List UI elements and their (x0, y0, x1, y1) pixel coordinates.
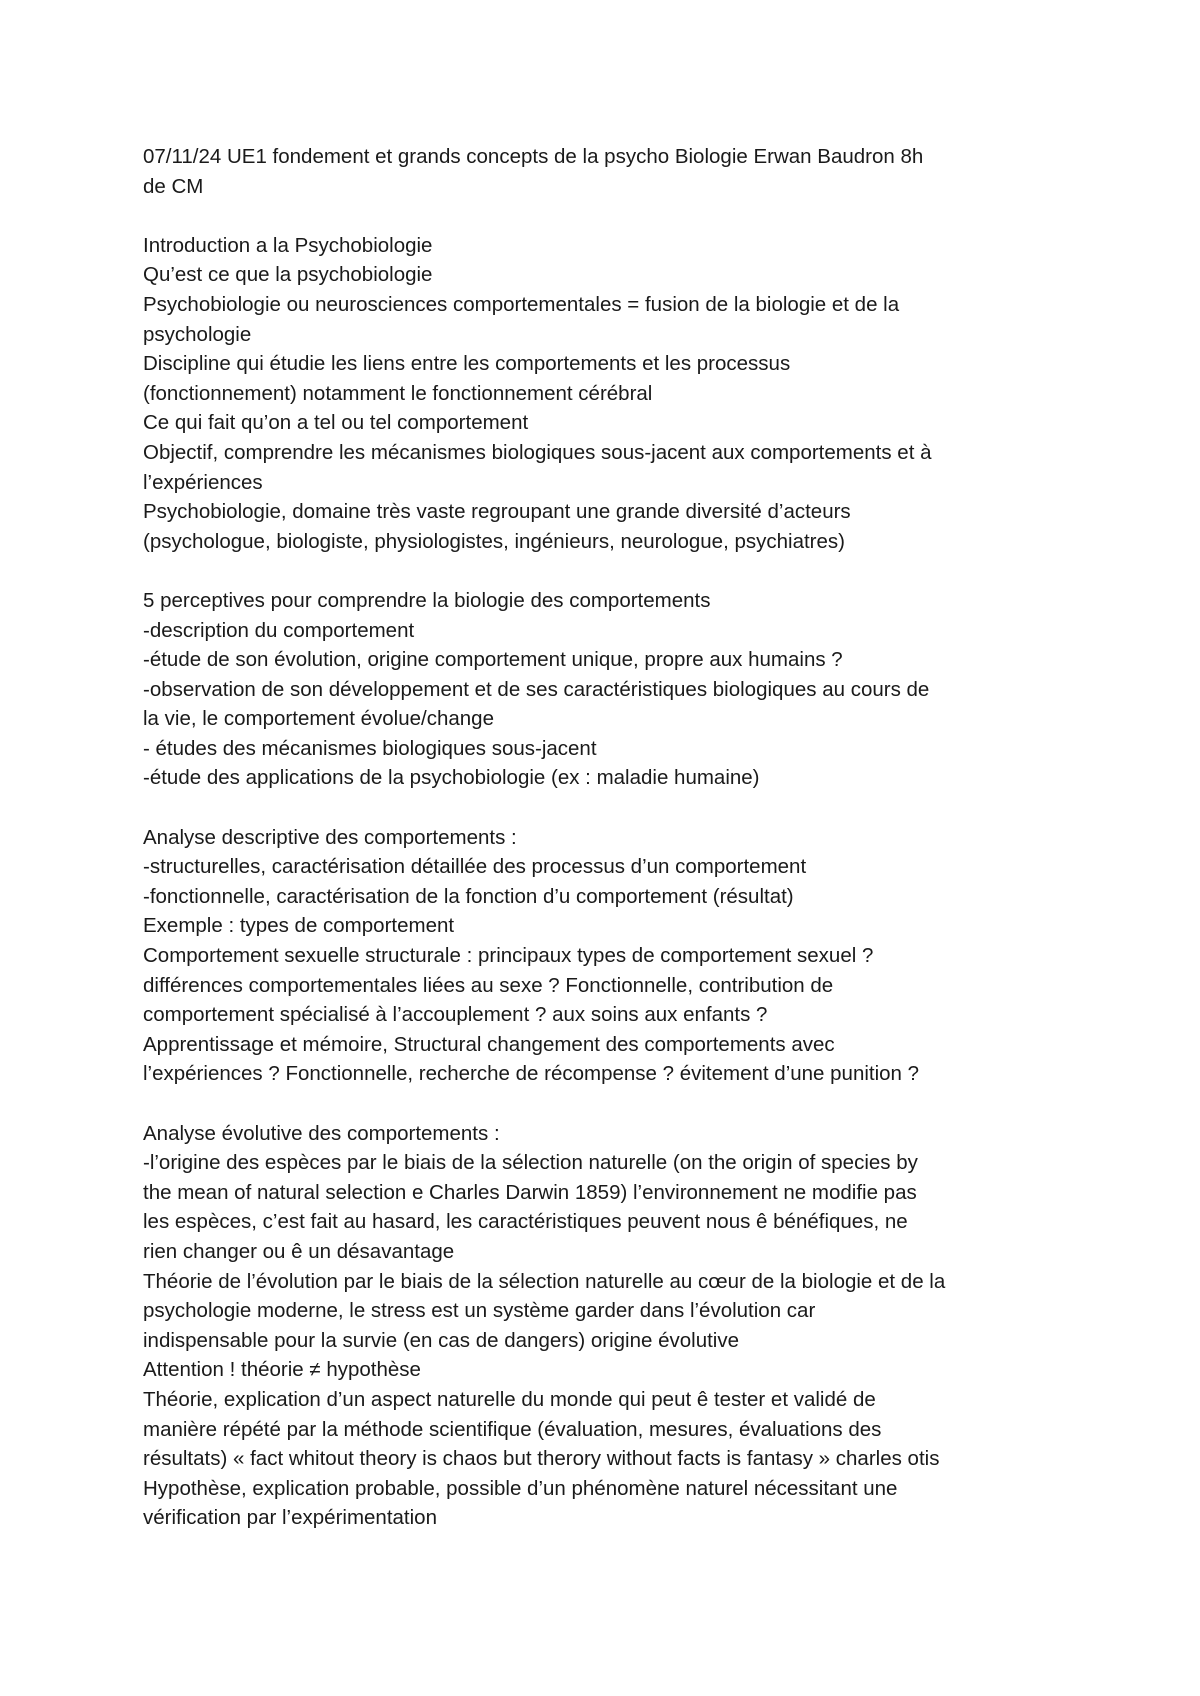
text-line: Théorie de l’évolution par le biais de la sélection naturelle au cœur de la biologie et de la (143, 1269, 946, 1293)
text-line: différences comportementales liées au sexe ? Fonctionnelle, contribution de (143, 973, 834, 997)
evolutive-section (143, 1119, 1078, 1533)
text-line: Objectif, comprendre les mécanismes biologiques sous-jacent aux comportements et à (143, 440, 932, 464)
descriptive-section (143, 823, 1078, 1089)
text-line: manière répété par la méthode scientifique (évaluation, mesures, évaluations des (143, 1417, 882, 1441)
text-line: -l’origine des espèces par le biais de la sélection naturelle (on the origin of species by (143, 1151, 918, 1175)
text-line: Comportement sexuelle structurale : principaux types de comportement sexuel ? (143, 944, 874, 968)
text-line: vérification par l’expérimentation (143, 1506, 437, 1530)
text-line: rien changer ou ê un désavantage (143, 1239, 455, 1263)
header-line: 07/11/24 UE1 fondement et grands concepts de la psycho Biologie Erwan Baudron 8h (143, 145, 924, 168)
text-line: l’expériences (143, 470, 263, 494)
list-item: -description du comportement (143, 618, 415, 642)
list-item: -étude des applications de la psychobiologie (ex : maladie humaine) (143, 766, 760, 790)
list-item: -étude de son évolution, origine comportement unique, propre aux humains ? (143, 648, 843, 672)
text-line: Exemple : types de comportement (143, 914, 455, 938)
text-line: (fonctionnement) notamment le fonctionnement cérébral (143, 381, 653, 405)
text-line: Hypothèse, explication probable, possible d’un phénomène naturel nécessitant une (143, 1476, 898, 1500)
list-item: la vie, le comportement évolue/change (143, 707, 494, 731)
text-line: -structurelles, caractérisation détaillée des processus d’un comportement (143, 855, 807, 879)
text-line: psychologie moderne, le stress est un système garder dans l’évolution car (143, 1299, 816, 1323)
paragraph-gap (143, 201, 1078, 231)
text-line: Psychobiologie, domaine très vaste regroupant une grande diversité d’acteurs (143, 500, 851, 524)
paragraph-gap (143, 556, 1078, 586)
text-line: les espèces, c’est fait au hasard, les caractéristiques peuvent nous ê bénéfiques, ne (143, 1210, 908, 1234)
text-line: (psychologue, biologiste, physiologistes, ingénieurs, neurologue, psychiatres) (143, 529, 845, 553)
intro-section (143, 231, 1078, 557)
section-heading: Analyse descriptive des comportements : (143, 825, 517, 849)
document-body (143, 142, 1078, 1533)
text-line: l’expériences ? Fonctionnelle, recherche de récompense ? évitement d’une punition ? (143, 1062, 920, 1086)
list-item: - études des mécanismes biologiques sous-jacent (143, 736, 597, 760)
section-heading: Introduction a la Psychobiologie (143, 233, 433, 257)
list-item: -observation de son développement et de ses caractéristiques biologiques au cours de (143, 677, 930, 701)
text-line: Théorie, explication d’un aspect naturelle du monde qui peut ê tester et validé de (143, 1387, 876, 1411)
text-line: comportement spécialisé à l’accouplement ? aux soins aux enfants ? (143, 1003, 768, 1027)
paragraph-gap (143, 1089, 1078, 1119)
paragraph-gap (143, 793, 1078, 823)
text-line: résultats) « fact whitout theory is chaos but therory without facts is fantasy » charles otis (143, 1447, 940, 1471)
text-line: psychologie (143, 322, 252, 346)
text-line: Attention ! théorie ≠ hypothèse (143, 1358, 421, 1382)
text-line: -fonctionnelle, caractérisation de la fonction d’u comportement (résultat) (143, 884, 794, 908)
header-block (143, 142, 1078, 201)
text-line: Ce qui fait qu’on a tel ou tel comportement (143, 411, 529, 435)
section-heading: Analyse évolutive des comportements : (143, 1121, 500, 1145)
text-line: Qu’est ce que la psychobiologie (143, 263, 433, 287)
text-line: indispensable pour la survie (en cas de dangers) origine évolutive (143, 1328, 739, 1352)
text-line: Apprentissage et mémoire, Structural changement des comportements avec (143, 1032, 835, 1056)
text-line: the mean of natural selection e Charles Darwin 1859) l’environnement ne modifie pas (143, 1180, 917, 1204)
perspectives-section (143, 586, 1078, 793)
text-line: Psychobiologie ou neurosciences comportementales = fusion de la biologie et de la (143, 292, 900, 316)
text-line: Discipline qui étudie les liens entre les comportements et les processus (143, 352, 791, 376)
section-heading: 5 perceptives pour comprendre la biologie des comportements (143, 588, 711, 612)
header-line: de CM (143, 174, 204, 198)
